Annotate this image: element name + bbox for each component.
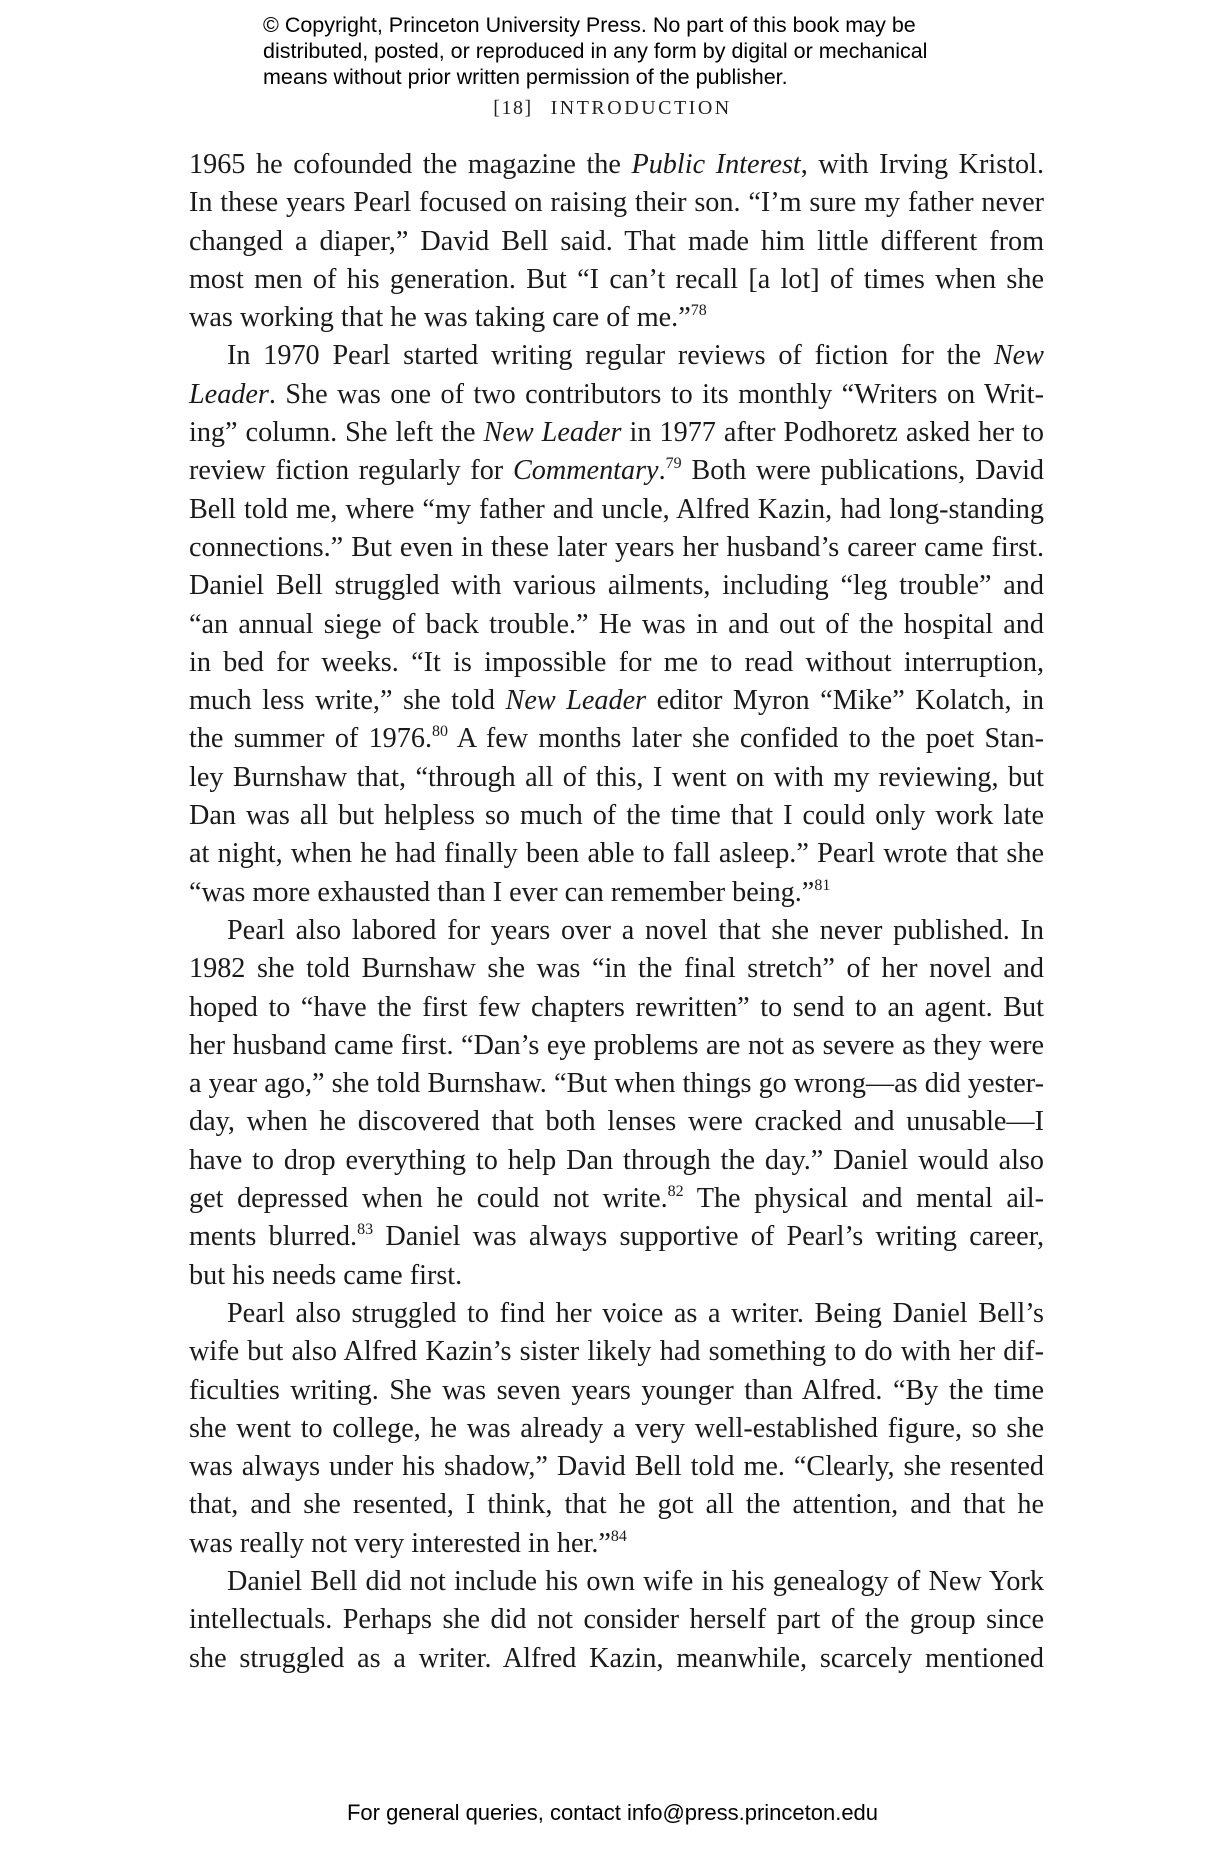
- text-line: In these years Pearl focused on raising their son. “I’m sure my father never: [189, 187, 1044, 219]
- text-line: her husband came first. “Dan’s eye problems are not as severe as they were: [189, 1029, 1044, 1061]
- footnote-ref: 84: [610, 1527, 627, 1545]
- paragraph: [189, 1563, 1044, 1678]
- text-line: Pearl also struggled to find her voice as a writer. Being Daniel Bell’s: [227, 1297, 1044, 1329]
- text-line: ments blurred.$^{83}$ Daniel was always supportive of Pearl’s writing career,: [189, 1221, 1044, 1253]
- text-line: get depressed when he could not write.$^{82}$ The physical and mental ail-: [189, 1183, 1044, 1215]
- text-line: Pearl also labored for years over a novel that she never published. In: [227, 914, 1044, 946]
- text-line: but his needs came first.: [189, 1259, 463, 1291]
- text-line: intellectuals. Perhaps she did not consider herself part of the group since: [189, 1604, 1044, 1636]
- text-line: ley Burnshaw that, “through all of this, I went on with my reviewing, but: [189, 761, 1044, 793]
- text-line: wife but also Alfred Kazin’s sister likely had something to do with her dif-: [189, 1336, 1044, 1368]
- footnote-ref: 81: [814, 876, 831, 894]
- text-line: the summer of 1976.80 A few months later she confided to the poet Stan-: [189, 723, 1045, 755]
- text-line: she struggled as a writer. Alfred Kazin, meanwhile, scarcely mentioned: [189, 1642, 1044, 1674]
- copyright-line: © Copyright, Princeton University Press. No part of this book may be: [263, 13, 916, 37]
- copyright-notice: [263, 12, 983, 90]
- chapter-title: INTRODUCTION: [550, 97, 732, 119]
- text-line: hoped to “have the first few chapters rewritten” to send to an agent. But: [189, 991, 1044, 1023]
- running-head: [0, 97, 1225, 120]
- text-line: was really not very interested in her.”$^{84}$: [189, 1527, 627, 1559]
- text-line: in bed for weeks. “It is impossible for me to read without interruption,: [189, 646, 1044, 678]
- text-line: Bell told me, where “my father and uncle, Alfred Kazin, had long-standing: [189, 493, 1044, 525]
- text-line: most men of his generation. But “I can’t recall [a lot] of times when she: [189, 263, 1044, 295]
- footnote-ref: 79: [665, 455, 682, 473]
- footnote-ref: 83: [357, 1221, 374, 1239]
- text-line: that, and she resented, I think, that he got all the attention, and that he: [189, 1489, 1044, 1521]
- text-line: Daniel Bell did not include his own wife in his genealogy of New York: [227, 1565, 1044, 1597]
- paragraph: [189, 1295, 1044, 1563]
- text-line: at night, when he had finally been able to fall asleep.” Pearl wrote that she: [189, 838, 1044, 870]
- text-line: ficulties writing. She was seven years younger than Alfred. “By the time: [189, 1374, 1044, 1406]
- text-line: 1982 she told Burnshaw she was “in the final stretch” of her novel and: [189, 953, 1044, 985]
- text-line: 1965 he cofounded the magazine the Public Interest, with Irving Kristol.: [189, 149, 1045, 180]
- footnote-ref: 82: [667, 1183, 684, 1201]
- text-line: In 1970 Pearl started writing regular reviews of fiction for the New: [227, 340, 1044, 372]
- text-line: have to drop everything to help Dan through the day.” Daniel would also: [189, 1144, 1044, 1176]
- text-line: ing” column. She left the New Leader in 1977 after Podhoretz asked her to: [189, 417, 1045, 449]
- text-line: “an annual siege of back trouble.” He was in and out of the hospital and: [189, 608, 1044, 640]
- footnote-ref: 80: [432, 723, 449, 741]
- text-line: Dan was all but helpless so much of the time that I could only work late: [189, 800, 1044, 832]
- copyright-line: distributed, posted, or reproduced in any form by digital or mechanical: [263, 39, 928, 63]
- body-text: [189, 146, 1044, 1678]
- text-line: Leader. She was one of two contributors to its monthly “Writers on Writ-: [189, 378, 1044, 410]
- text-line: review fiction regularly for Commentary.$^{79}$ Both were publications, David: [189, 455, 1044, 487]
- paragraph: [189, 146, 1044, 337]
- text-line: was always under his shadow,” David Bell told me. “Clearly, she resented: [189, 1451, 1044, 1483]
- footer-contact: For general queries, contact info@press.princeton.edu: [346, 1800, 879, 1825]
- paragraph: [189, 912, 1044, 1295]
- page-number: [18]: [493, 97, 533, 119]
- text-line: “was more exhausted than I ever can remember being.”$^{81}$: [189, 876, 831, 908]
- text-line: Daniel Bell struggled with various ailments, including “leg trouble” and: [189, 570, 1044, 602]
- text-line: changed a diaper,” David Bell said. That made him little different from: [189, 225, 1044, 257]
- copyright-line: means without prior written permission of the publisher.: [263, 65, 788, 89]
- paragraph: [189, 337, 1044, 911]
- text-line: was working that he was taking care of me.”$^{78}$: [189, 302, 707, 334]
- text-line: day, when he discovered that both lenses were cracked and unusable—I: [189, 1106, 1044, 1138]
- footnote-ref: 78: [690, 302, 707, 320]
- text-line: she went to college, he was already a very well-established figure, so she: [189, 1412, 1044, 1444]
- text-line: a year ago,” she told Burnshaw. “But when things go wrong—as did yester-: [189, 1068, 1044, 1100]
- text-line: connections.” But even in these later years her husband’s career came first.: [189, 531, 1044, 563]
- text-line: much less write,” she told New Leader editor Myron “Mike” Kolatch, in: [189, 685, 1044, 717]
